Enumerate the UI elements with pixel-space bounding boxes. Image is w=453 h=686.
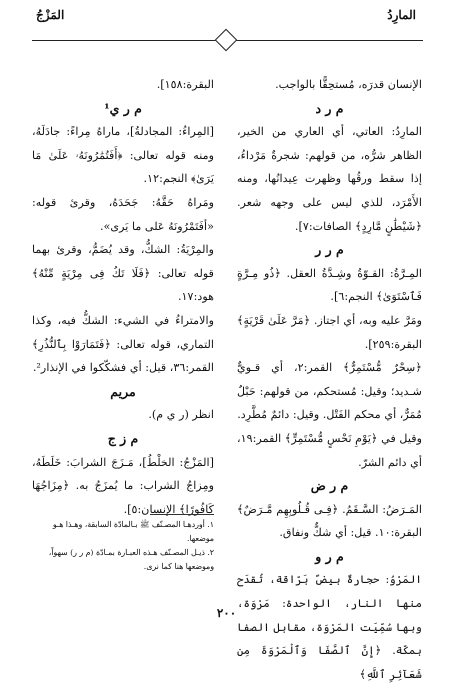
running-header-left: المَزْجُ [36,8,65,22]
footnote-rule [150,514,214,515]
root-heading: مريم [110,383,136,399]
page-number: ٢٠٠ [216,606,237,620]
right-column [237,73,422,686]
diamond-ornament-icon [215,29,238,52]
entry-paragraph: ومَراهُ حَقَّهُ: جَحَدَهُ، وقرئ قوله: «أفَتَمْرُونَهُ عَلى ما يَرى». [32,195,214,233]
entry-paragraph: المارِدُ: العاتي، أي العاري من الخير، الظاهر شرُّه، من قولهم: شجرةٌ مَرْداءُ، إذا سقط ورقُها وظهرت عِيدانُها، ومنه الأَمْرَد، للذي ليس على وجهه شعر. ﴿شَيْطَٰنٍ مَّارِدٍ﴾ الصافات:٧]. [237,125,422,233]
footnotes [32,518,214,574]
entry-paragraph: المَرْوُ: حجارةٌ بيضٌ بَرّاقة، تُقدَح منها النار، الواحدة: مَرْوَة، وبها سُمِّيَت المَرْوَة، مقابل الصفا بمكّة. ﴿إِنَّ ٱلصَّفَا وَٱلْمَرْوَةَ مِن شَعَآئِرِ ٱللَّهِ﴾ [237,573,422,681]
entry-paragraph: والامتراءُ في الشيء: الشكُّ فيه، وكذا التماري، قوله تعالى: ﴿فَتَمَارَوْا بِٱلنُّذُرِ﴾ القمر:٣٦، قيل: أي فشكّكوا في الإنذار². [32,313,214,375]
root-heading: م ر ي¹ [104,100,142,116]
header-rule-left [32,40,216,41]
running-header-right: المارِدُ [387,8,416,22]
entry-paragraph: ومَرَّ عليه وبه، أي اجتاز. ﴿مَرَّ عَلَىٰ قَرْيَةٍ﴾ البقرة:٢٥٩]. [237,313,422,351]
root-heading: م ر ر [315,242,344,258]
entry-paragraph: [المِراءُ: المجادلةُ]، ماراهُ مِراءً: جادَلَهُ، ومنه قوله تعالى: ﴿أَفَتُمَٰرُونَهُۥ عَلَىٰ مَا يَرَىٰ﴾ النجم:١٢. [32,125,214,186]
entry-paragraph: ﴿سِحْرٌ مُّسْتَمِرٌّ﴾ القمر:٢، أي قـويٌّ شـديد؛ وقيل: مُستحكم، من قولهم: حَبْلٌ مُمَرٌّ، أي محكم الفَتْل. وقيل: دائمٌ مُطَّرِد. [237,361,422,422]
footnote-1: ١. أوردهـا المصـنّف ﷺ بـالمادّة السابقة، وهـذا هـو موضعها. [52,520,214,543]
entry-paragraph: الإنسان قدرَه، مُستحِقًّا بالواجب. [275,78,422,91]
entry-paragraph: المِـرَّةُ: القـوّةُ وشِـدَّةُ العقل. ﴿ذُو مِـرَّةٍ فَٱسْتَوَىٰ﴾ النجم:٦]. [237,266,422,304]
entry-paragraph: والمِرْيَةُ: الشكُّ، وقد يُضَمُّ، وقرئ بهما قوله تعالى: ﴿فَلَا تَكُ فِى مِرْيَةٍ مِّنْهُ﴾ هود:١٧. [32,243,214,304]
root-heading: م ز ج [107,430,139,446]
header-rule-right [236,40,423,41]
entry-paragraph: البقرة:١٥٨]. [156,78,214,91]
root-heading: م ر د [315,100,344,116]
entry-paragraph: وقيل في ﴿يَوْمِ نَحْسٍ مُّسْتَمِرٍّ﴾ القمر:١٩، أي دائم الشرّ. [237,431,422,469]
root-heading: م ر ض [310,478,349,494]
entry-paragraph: انظر (ر ي م). [148,408,214,422]
footnote-2: ٢. ذيـل المصـنّف هـذه العبـارة بمـادّة (م ر ر) سهواً، وموضعها هنا كما نرى. [48,548,214,571]
root-heading: م ر و [315,548,344,564]
entry-paragraph: [المَزْجُ: الخلْطُ]، مَـزَجَ الشرابَ: خَلَطَهُ، ومِزاجُ الشراب: ما يُمزَجُ به. ﴿مِزَاجُهَا كَافُورًا﴾ الإنسان:٥]. [32,455,214,516]
left-column [32,73,214,521]
entry-paragraph: المَـرَضُ: السَّـقَمُ. ﴿فِـى قُـلُوبِهِم مَّـرَضٌ﴾ البقرة:١٠. قيل: أي شكٌّ ونفاق. [237,502,422,540]
